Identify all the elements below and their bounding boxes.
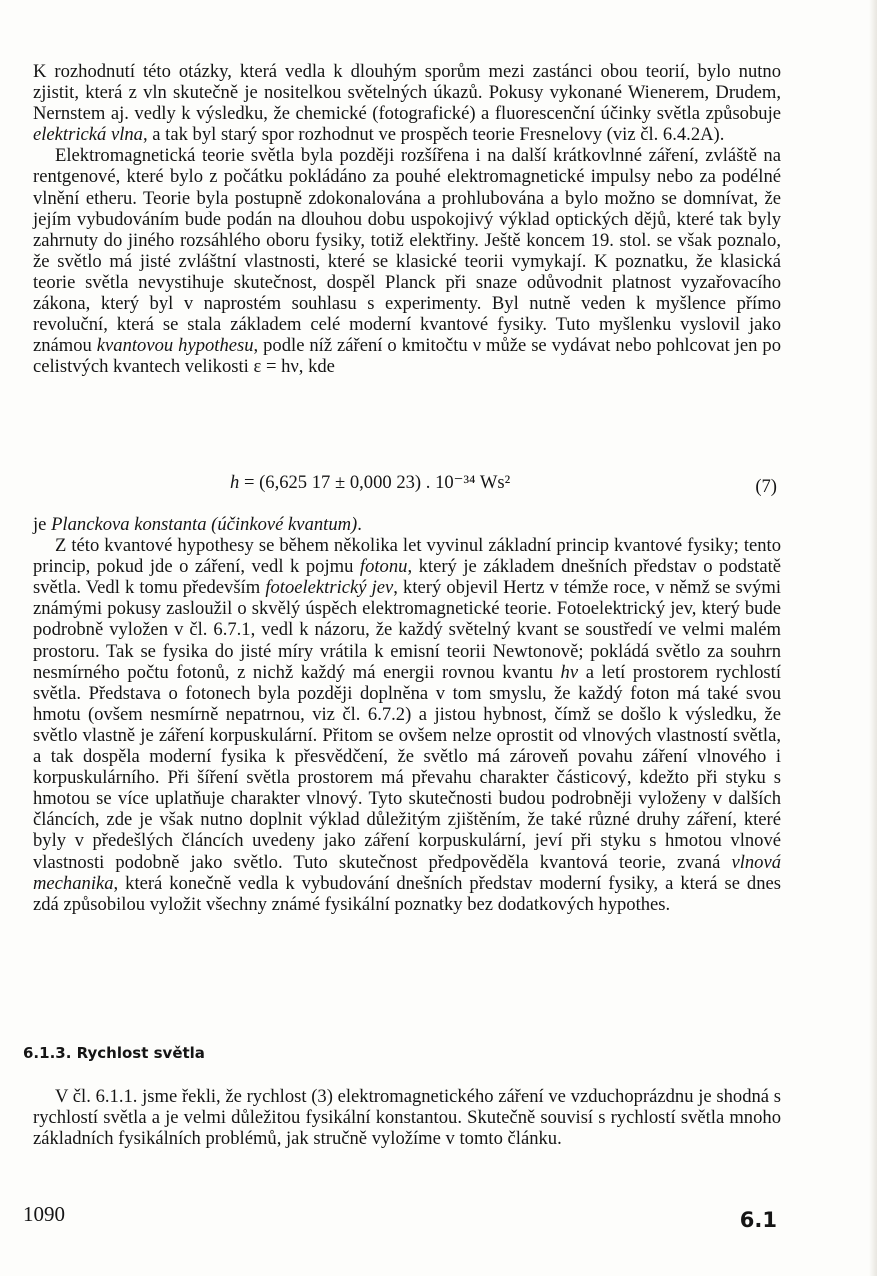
page-edge-shadow [869,0,877,1276]
section-heading: 6.1.3. Rychlost světla [23,1044,205,1062]
paragraph-speed-of-light: V čl. 6.1.1. jsme řekli, že rychlost (3) elektromagnetického záření ve vzduchoprázdnu je shodná s rychlostí světla a je velmi důležitou fysikální konstantou. Skutečně souvisí s rychlostí světla mnoho základních fysikálních problémů, jak stručně vyložíme v tomto článku. [33,1086,781,1150]
paragraph-wiener-experiments: K rozhodnutí této otázky, která vedla k dlouhým sporům mezi zastánci obou teorií, bylo nutno zjistit, která z vln skutečně je nositelkou světelných úkazů. Pokusy vykonané Wienerem, Drudem, Nernstem aj. vedly k výsledku, že chemické (fotografické) a fluorescenční účinky světla způsobuje elektrická vlna, a tak byl starý spor rozhodnut ve prospěch teorie Fresnelovy (viz čl. 6.4.2A). [33,61,781,146]
paragraph-quantum-hypothesis: Elektromagnetická teorie světla byla později rozšířena i na další krátkovlnné záření, zvláště na rentgenové, které bylo z počátku pokládáno za pouhé elektromagnetické impulsy nebo za podélné vlnění etheru. Teorie byla postupně zdokonalována a prohlubována a bylo možno se domnívat, že jejím vybudováním bude podán na dlouhou dobu uspokojivý výklad optických dějů, které tak byly zahrnuty do jiného rozsáhlého oboru fysiky, totiž elektřiny. Ještě koncem 19. stol. se však poznalo, že světlo má jisté zvláštní vlastnosti, které se klasické teorii vymykají. K poznatku, že klasická teorie světla nevystihuje skutečnost, dospěl Planck při snaze odůvodnit platnost vyzařovacího zákona, který byl v naprostém souhlasu s experimenty. Byl nutně veden k myšlence přímo revoluční, která se stala základem celé moderní kvantové fysiky. Tuto myšlenku vyslovil jako známou kvantovou hypothesu, podle níž záření o kmitočtu ν může se vydávat nebo pohlcovat jen po celistvých kvantech velikosti ε = hν, kde [33,145,781,378]
emphasis-photon: fotonu [359,556,408,578]
emphasis-planck-constant: Planckova konstanta (účinkové kvantum) [51,514,358,535]
emphasis-wave-mechanics: vlnová mechanika [33,851,781,894]
emphasis-h-nu: hν [560,661,579,683]
emphasis-quantum-hypothesis: kvantovou hypothesu [96,335,254,357]
emphasis-photoelectric-effect: fotoelektrický jev [265,577,394,599]
text-block-speed-of-light [33,1086,781,1149]
page-number: 1090 [23,1202,65,1226]
emphasis-electric-wave: elektrická vlna [33,124,143,146]
footer-section-number: 6.1 [739,1208,777,1232]
equation-number: (7) [755,476,777,497]
paragraph-planck-constant: je Planckova konstanta (účinkové kvantum). [33,514,362,535]
text-block-intro [33,61,781,377]
paragraph-photon-theory: Z této kvantové hypothesy se během několika let vyvinul základní princip kvantové fysiky; tento princip, pokud jde o záření, vedl k pojmu fotonu, který je základem dnešních představ o podstatě světla. Vedl k tomu především fotoelektrický jev, který objevil Hertz v témže roce, v němž se svými známými pokusy zasloužil o skvělý úspěch elektromagnetické teorie. Fotoelektrický jev, který bude podrobně vyložen v čl. 6.7.1, vedl k názoru, že každý světelný kvant se soustředí ve velmi malém prostoru. Tak se fysika do jisté míry vrátila k emisní teorii Newtonově; pokládá světlo za souhrn nesmírného počtu fotonů, z nichž každý má energii rovnou kvantu hν a letí prostorem rychlostí světla. Představa o fotonech byla později doplněna v tom smyslu, že každý foton má také svou hmotu (ovšem nesmírně nepatrnou, viz čl. 6.7.2) a jistou hybnost, čímž se došlo k výsledku, že světlo vlastně je záření korpuskulární. Přitom se ovšem nelze oprostit od vlnových vlastností světla, a tak dospěla moderní fysika k přesvědčení, že světlo má zároveň povahu záření vlnového i korpuskulárního. Při šíření světla prostorem má převahu charakter částicový, kdežto při styku s hmotou se více uplatňuje charakter vlnový. Tyto skutečnosti budou podrobněji vyloženy v dalších článcích, zde je však nutno doplnit výklad důležitým zjištěním, že také různé druhy záření, které byly v předešlých článcích uvedeny jako záření korpuskulární, jeví při styku s hmotou vlnové vlastnosti podobně jako světlo. Tuto skutečnost předpověděla kvantová teorie, zvaná vlnová mechanika, která konečně vedla k vybudování dnešních představ moderní fysiky, a která se dnes zdá způsobilou vyložit všechny známé fysikální poznatky bez dodatkových hypothes. [33,535,782,915]
equation-formula: h = (6,625 17 ± 0,000 23) . 10⁻³⁴ Ws² [230,472,511,493]
planck-equation [33,472,781,496]
text-block-photons [33,514,781,915]
